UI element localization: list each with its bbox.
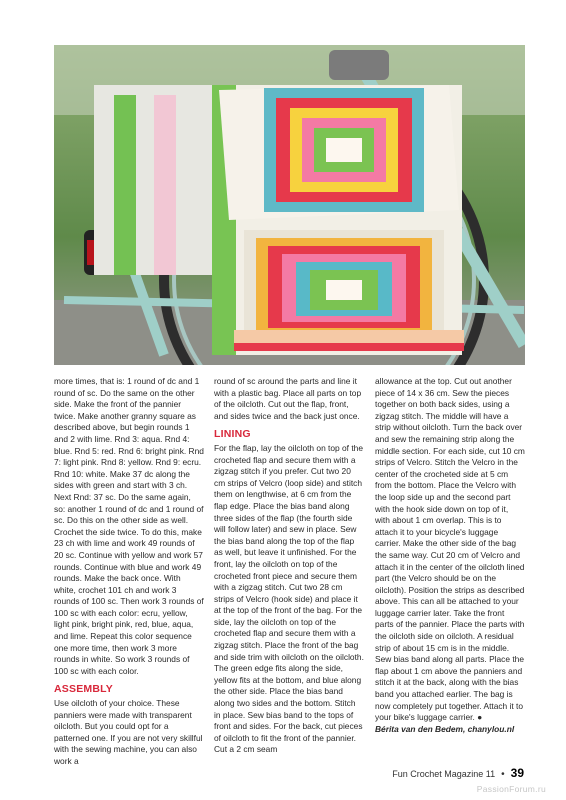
paragraph: more times, that is: 1 round of dc and 1 round of sc. Do the same on the other side. Make the front of the pannier twice. Make another granny square as described above, but begin rounds 1 and 2 with lime. Rnd 3: aqua. Rnd 4: blue. Rnd 5: red. Rnd 6: bright pink. Rnd 7: light pink. Rnd 8: yellow. Rnd 9: ecru. Rnd 10: white. Make 37 dc along the sides with green and start with 3 ch. Next Rnd: 37 sc. Do the same again, so: another 1 round of dc and 1 round of sc. Do this on the other side as well. Crochet the side twice. To do this, make 23 ch with lime and work 49 rounds of 20 sc. Continue with yellow and work 57 rounds. Continue with blue and work 49 rounds. Make the back once. With white, crochet 101 ch and work 3 rounds of 100 sc. Then work 3 rounds of 100 sc with each color: ecru, yellow, light pink, bright pink, red, blue, aqua, and lime. Repeat this color sequence one more time, then work 3 more rounds in white. So work 3 rounds of 100 sc with each color. [54, 376, 204, 676]
text-column-2 [214, 376, 364, 756]
paragraph: Use oilcloth of your choice. These panniers were made with transparent oilcloth. But you could opt for a patterned one. If you are not very skillful with the sewing machine, you can also work a [54, 698, 203, 766]
magazine-name: Fun Crochet Magazine 11 [392, 769, 496, 779]
author-credit: Bérita van den Bedem, chanylou.nl [375, 723, 515, 734]
paragraph: For the flap, lay the oilcloth on top of the crocheted flap and secure them with a zigzag stitch if you prefer. Cut two 20 cm strips of Velcro (loop side) and stitch them on lengthwise, at 6 cm from the flap edge. Place the bias band along three sides of the flap (the fourth side will follow later) and sew in place. Sew the bias band along the top of the flap as well, but leave it unfinished. For the front, lay the oilcloth on top of the crocheted front piece and secure them with a zigzag stitch. Cut two 28 cm strips of Velcro (hook side) and place it at the top of the front of the bag. For the side, lay the oilcloth on top of the crocheted flap and secure them with a zigzag stitch. Place the front of the bag and side trim with oilcloth on the oilcloth. The green edge fits along the side, yellow fits at the bottom, and blue along the other side. Place the bias band along two sides and the bottom. Stitch in place. Sew bias band to the tops of front and sides. For the back, cut pieces of oilcloth to fit the front of the pannier. Cut a 2 cm seam [214, 442, 364, 755]
paragraph: round of sc around the parts and line it with a plastic bag. Place all parts on top of the oilcloth. Cut out the flap, front, and sides twice and the back just once. [214, 376, 362, 421]
text-column-1 [54, 376, 204, 768]
pannier-photo [54, 45, 525, 365]
pannier-illustration [54, 45, 525, 365]
lining-heading: LINING [214, 428, 251, 441]
watermark: PassionForum.ru [476, 784, 546, 794]
assembly-heading: ASSEMBLY [54, 683, 113, 696]
page-number: 39 [510, 766, 524, 780]
page-footer [392, 766, 524, 780]
paragraph: allowance at the top. Cut out another piece of 14 x 36 cm. Sew the pieces together on both back sides, using a zigzag stitch. The middle will have a strip without oilcloth. Turn the back over and sew the remaining strip along the middle section. For each side, cut 10 cm strips of Velcro. Stitch the Velcro in the center of the crocheted side at 5 cm from the bottom. Place the Velcro with the loop side up and the second part with the hook side down on top of it, with about 1 cm overlap. This is to attach it to your bicycle's luggage carrier. Make the other side of the bag the same way. Cut 20 cm of Velcro and attach it in the center of the oilcloth lined part (the Velcro should be on the oilcloth). Position the strips as described above. This can all be attached to your luggage carrier later. Take the front parts of the pannier. Place the parts with the oilcloth side on oilcloth. A residual strip of about 15 cm is in the middle. Sew bias band along all parts. Place the flap about 1 cm above the panniers and stitch it at the back, along with the bias band you attached earlier. The bag is now completely put together. Attach it to your bike's luggage carrier. ● [375, 376, 525, 723]
bullet-separator: • [501, 769, 505, 780]
text-column-3 [375, 376, 525, 735]
